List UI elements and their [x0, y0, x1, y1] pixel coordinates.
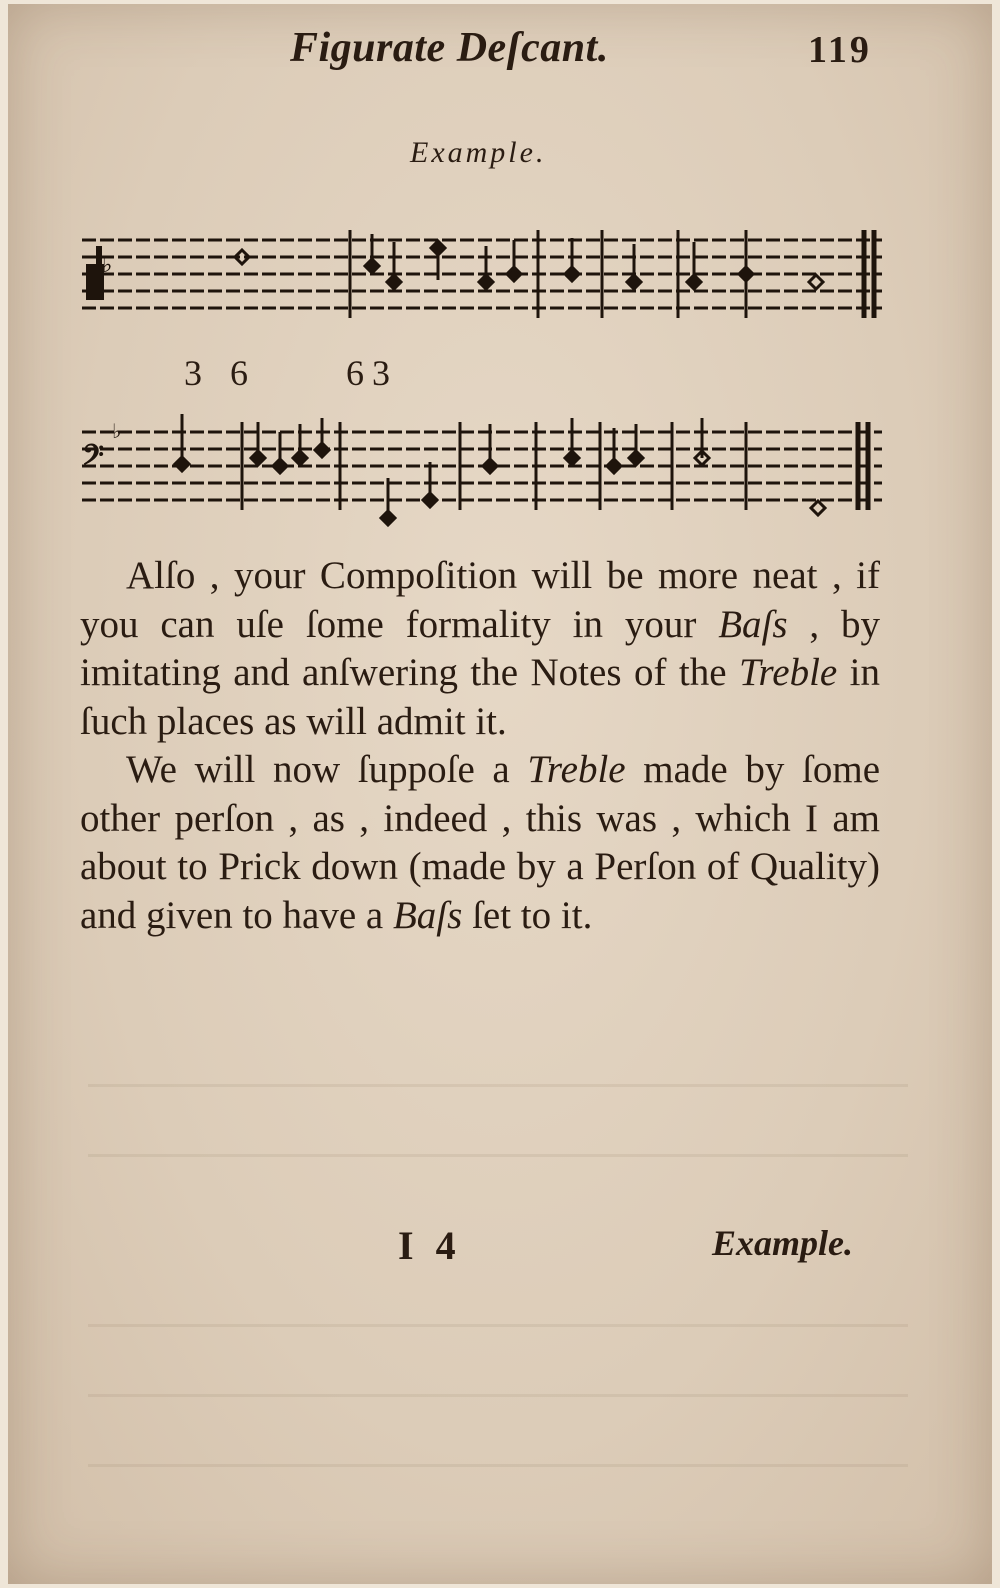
- music-note-icon: [809, 275, 823, 289]
- catchword: Example.: [712, 1223, 853, 1263]
- treble-staff-notation: [82, 226, 882, 326]
- bass-staff-notation: [82, 410, 882, 530]
- italic-term: Baſs: [718, 602, 788, 646]
- italic-term: Baſs: [392, 893, 463, 937]
- music-note-icon: [387, 242, 401, 289]
- text-run: We will now ſuppoſe a: [126, 748, 528, 791]
- example-heading: Example.: [410, 136, 547, 169]
- music-note-icon: [235, 250, 249, 264]
- music-note-icon: [627, 244, 641, 289]
- text-run: in ſuch places as will admit it.: [80, 651, 881, 743]
- figured-bass-numeral: 3: [372, 353, 390, 393]
- text-run: Alſo , your Compoſition will be more neat , if you can uſe ſome formality in your: [80, 554, 880, 646]
- music-note-icon: [565, 238, 579, 281]
- figured-bass-numeral: 6: [230, 353, 248, 393]
- show-through-line: [88, 1464, 908, 1467]
- running-head: [0, 18, 1000, 78]
- music-note-icon: [251, 422, 265, 465]
- figured-bass-numeral: 3: [184, 353, 202, 393]
- music-note-icon: [629, 424, 643, 465]
- svg-text:𝄢: 𝄢: [82, 439, 104, 479]
- svg-text:♭: ♭: [102, 253, 113, 278]
- show-through-line: [88, 1084, 908, 1087]
- page-number: 119: [808, 29, 872, 71]
- signature-mark: I 4: [398, 1223, 462, 1268]
- f-clef-icon: [82, 419, 121, 479]
- running-title: Figurate Deſcant.: [290, 25, 609, 71]
- paragraph: [80, 746, 880, 940]
- text-run: ſet to it.: [462, 893, 593, 937]
- body-text: [80, 552, 880, 940]
- show-through-line: [88, 1154, 908, 1157]
- italic-term: Treble: [738, 651, 838, 694]
- text-run: made by ſome other perſon , as , indeed , this was , which I am about to Prick down (made by a Perſon of Quality) and given to have a: [80, 748, 881, 937]
- music-note-icon: [811, 501, 825, 515]
- text-run: , by imitating and anſwering the Notes of the: [80, 602, 880, 694]
- show-through-line: [88, 1394, 908, 1397]
- music-note-icon: [175, 414, 189, 471]
- music-note-icon: [507, 240, 521, 281]
- italic-term: Treble: [527, 748, 626, 791]
- music-note-icon: [273, 432, 287, 473]
- music-note-icon: [315, 418, 329, 457]
- music-note-icon: [293, 424, 307, 465]
- bass-staff: [82, 410, 882, 530]
- music-note-icon: [565, 418, 579, 465]
- music-note-icon: [479, 246, 493, 289]
- figured-bass-numeral: 6: [346, 353, 364, 393]
- music-note-icon: [695, 418, 709, 465]
- treble-staff: [82, 226, 882, 326]
- music-note-icon: [687, 242, 701, 289]
- paragraph: [80, 552, 880, 746]
- show-through-line: [88, 1324, 908, 1327]
- svg-text:♭: ♭: [112, 419, 122, 443]
